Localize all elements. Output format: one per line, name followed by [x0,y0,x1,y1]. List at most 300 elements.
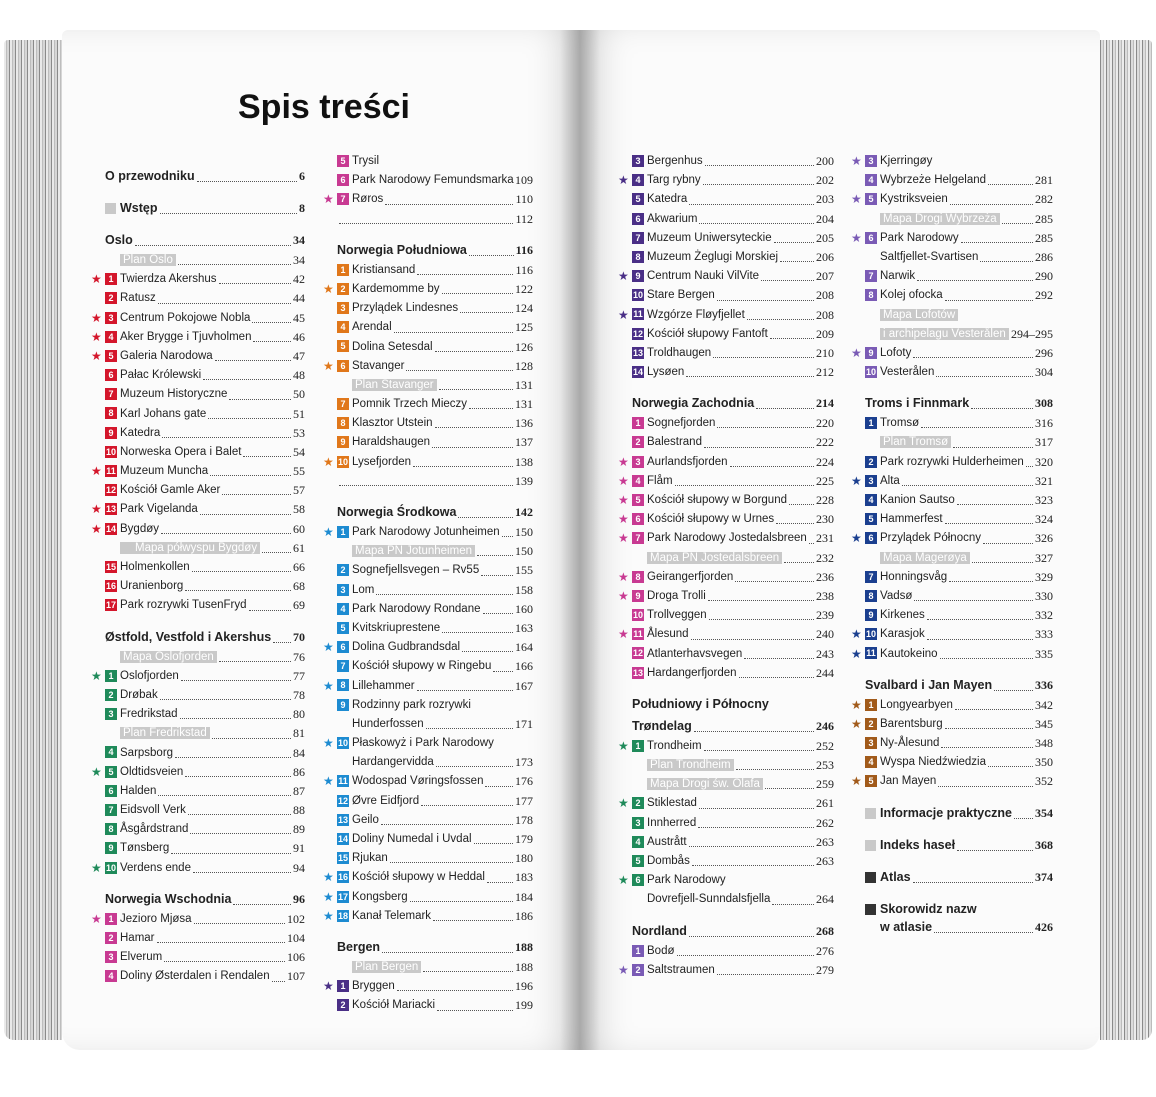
dot-leader [426,728,513,729]
toc-entry [632,814,834,833]
section-square-icon [865,840,876,851]
entry-title: Skorowidz nazw [880,901,977,916]
dot-leader [708,600,814,601]
star-icon: ★ [851,774,862,789]
entry-title: Park Narodowy [647,874,726,887]
entry-page-number: 70 [293,629,305,644]
dot-leader [474,843,513,844]
dot-leader [945,523,1033,524]
star-icon: ★ [323,281,334,296]
toc-entry [851,772,1053,791]
dot-leader [945,300,1033,301]
entry-page-number: 89 [293,822,305,837]
toc-entry [337,696,533,715]
toc-entry [632,606,834,625]
entry-number-badge: 14 [105,523,116,534]
dot-leader [704,750,814,751]
entry-number-badge: 2 [105,689,117,701]
dot-leader [229,399,291,400]
toc-entry [91,500,305,519]
entry-number-badge: 6 [632,874,644,886]
toc-entry [337,472,533,491]
entry-page-number: 208 [816,307,834,322]
entry-title: Plan Trondheim [647,759,734,771]
entry-page-number: 225 [816,473,834,488]
toc-entry [323,677,533,696]
toc-entry [337,849,533,868]
star-icon: ★ [323,774,334,789]
toc-entry [851,229,1053,248]
entry-number-badge: 13 [337,814,348,825]
entry-page-number: 50 [293,387,305,402]
dot-leader [185,776,291,777]
entry-number-badge: 7 [865,270,877,282]
entry-number-badge: 9 [865,609,877,621]
star-icon: ★ [851,627,862,642]
dot-leader [192,571,291,572]
toc-entry [105,648,305,667]
entry-page-number: 84 [293,745,305,760]
entry-title: Jezioro Mjøsa [120,912,192,925]
entry-title: Targ rybny [647,174,701,187]
entry-title: Flåm [647,474,673,487]
entry-number-badge: 7 [105,388,117,400]
entry-title: Innherred [647,816,697,829]
entry-title: Fredrikstad [120,708,178,721]
toc-entry [105,289,305,308]
dot-leader [460,312,513,313]
dot-leader [417,690,513,691]
entry-page-number: 308 [1035,396,1053,411]
entry-title: Płaskowyż i Park Narodowy [352,737,494,750]
entry-number-badge: 5 [105,350,117,362]
star-icon: ★ [851,716,862,731]
dot-leader [957,850,1033,851]
toc-entry [851,715,1053,734]
entry-number-badge: 1 [337,980,349,992]
entry-title: Verdens ende [120,861,191,874]
dot-leader [469,255,514,256]
dot-leader [761,280,814,281]
star-icon: ★ [851,531,862,546]
entry-title: Pomnik Trzech Mieczy [352,398,468,411]
dot-leader [222,494,291,495]
dot-leader [219,283,291,284]
dot-leader [158,795,291,796]
dot-leader [390,862,513,863]
toc-entry [105,801,305,820]
toc-entry [865,363,1053,382]
dot-leader [208,418,291,419]
entry-number-badge: 4 [865,494,877,506]
toc-entry [618,587,834,606]
star-icon: ★ [851,646,862,661]
entry-title: Plan Tromsø [880,436,951,448]
dot-leader [161,533,291,534]
toc-entry [632,229,834,248]
entry-title: Mapa Drogi Wybrzeża [880,213,1000,225]
dot-leader [433,920,513,921]
entry-title: Doliny Østerdalen i Rendalen [120,970,270,983]
entry-title: Bygdøy [120,522,159,535]
toc-entry [105,705,305,724]
star-icon: ★ [618,873,629,888]
toc-entry [632,775,834,794]
star-icon: ★ [851,473,862,488]
dot-leader [481,575,513,576]
entry-title: Vesterålen [880,366,935,379]
entry-number-badge: 2 [865,456,877,468]
toc-entry [337,996,533,1015]
entry-title: Wstęp [120,201,158,215]
dot-leader [765,788,814,789]
entry-number-badge: 10 [865,367,876,378]
entry-page-number: 106 [287,950,305,965]
entry-page-number: 317 [1035,435,1053,450]
dot-leader [421,805,513,806]
entry-page-number: 112 [515,211,533,226]
dot-leader [178,264,291,265]
entry-page-number: 252 [816,738,834,753]
entry-title: Kristiansand [352,263,416,276]
entry-title: Saltstraumen [647,963,715,976]
toc-entry [851,190,1053,209]
entry-page-number: 354 [1035,805,1053,820]
star-icon: ★ [323,358,334,373]
star-icon: ★ [851,345,862,360]
toc-entry [632,549,834,568]
entry-page-number: 224 [816,454,834,469]
entry-page-number: 222 [816,435,834,450]
toc-entry [618,871,834,890]
toc-entry [632,920,834,942]
entry-title: Wzgórze Fløyfjellet [647,308,745,321]
entry-page-number: 196 [515,979,533,994]
entry-page-number: 184 [515,889,533,904]
entry-page-number: 47 [293,348,305,363]
star-icon: ★ [91,272,102,287]
entry-title: Plan Fredrikstad [120,727,210,739]
dot-leader [252,322,291,323]
entry-number-badge: 5 [865,513,877,525]
entry-title: Norwegia Południowa [337,242,467,257]
toc-entry [632,344,834,363]
entry-number-badge: 4 [105,746,117,758]
entry-title: Park Narodowy Rondane [352,602,481,615]
dot-leader [243,456,291,457]
entry-title: Uranienborg [120,580,184,593]
entry-page-number: 53 [293,425,305,440]
dot-leader [435,351,513,352]
entry-page-number: 81 [293,726,305,741]
entry-page-number: 183 [515,870,533,885]
entry-title: Katedra [647,193,688,206]
entry-page-number: 188 [515,959,533,974]
entry-number-badge: 3 [632,456,644,468]
dot-leader [940,658,1033,659]
entry-number-badge: 18 [337,910,348,921]
toc-entry [91,347,305,366]
dot-leader [914,600,1033,601]
toc-entry [618,794,834,813]
entry-page-number: 240 [816,627,834,642]
entry-page-number: 68 [293,579,305,594]
dot-leader [413,466,513,467]
dot-leader [692,865,814,866]
star-icon: ★ [851,230,862,245]
toc-entry [91,270,305,289]
toc-entry [337,600,533,619]
entry-page-number: 261 [816,796,834,811]
entry-title: Hardangerfjorden [647,666,737,679]
entry-page-number: 210 [816,345,834,360]
dot-leader [698,827,814,828]
toc-entry [337,753,533,772]
entry-title: Geilo [352,813,379,826]
entry-page-number: 57 [293,483,305,498]
dot-leader [756,408,814,409]
dot-leader [188,814,291,815]
entry-page-number: 290 [1035,269,1053,284]
dot-leader [689,936,814,937]
page-title: Spis treści [238,88,410,126]
entry-page-number: 282 [1035,192,1053,207]
entry-number-badge: 4 [632,475,644,487]
entry-number-badge: 3 [632,155,644,167]
dot-leader [1014,818,1033,819]
entry-number-badge: 7 [105,804,117,816]
dot-leader [200,514,291,515]
dot-leader [784,562,814,563]
entry-page-number: 142 [515,505,533,519]
entry-title: Atlanterhavsvegen [647,647,743,660]
entry-number-badge: 3 [105,951,117,963]
entry-number-badge: 10 [337,456,348,467]
entry-title: Trondheim [647,739,702,752]
entry-page-number: 66 [293,560,305,574]
entry-page-number: 286 [1035,249,1053,264]
dot-leader [961,242,1033,243]
toc-entry [865,866,1053,888]
entry-title: Indeks haseł [880,837,956,852]
dot-leader [385,204,513,205]
entry-page-number: 212 [816,365,834,380]
entry-number-badge: 4 [632,836,644,848]
entry-page-number: 34 [293,233,305,247]
dot-leader [717,427,814,428]
entry-page-number: 8 [299,201,305,215]
entry-number-badge: 6 [337,360,349,372]
entry-number-badge: 11 [338,776,348,787]
dot-leader [437,1010,513,1011]
toc-entry [337,581,533,600]
entry-number-badge: 5 [105,766,117,778]
entry-number-badge: 11 [106,466,116,477]
dot-leader [158,303,291,304]
entry-page-number: 200 [816,154,834,168]
entry-page-number: 166 [515,659,533,674]
toc-entry [105,366,305,385]
toc-entry [323,868,533,887]
toc-entry [105,197,305,219]
dot-leader [709,619,814,620]
entry-number-badge: 7 [337,660,349,672]
toc-entry [865,171,1053,190]
entry-number-badge: 6 [337,174,349,186]
entry-number-badge: 15 [105,561,116,572]
dot-leader [1002,223,1033,224]
toc-entry [865,325,1053,344]
toc-entry [337,318,533,337]
star-icon: ★ [323,678,334,693]
entry-title: Oslofjorden [120,669,179,682]
entry-page-number: 205 [816,230,834,245]
entry-number-badge: 3 [337,584,349,596]
entry-title: Plan Bergen [352,961,421,973]
star-icon: ★ [618,796,629,811]
entry-title: Mapa Oslofjorden [120,651,217,663]
entry-title: Barentsburg [880,717,943,730]
entry-title: Tønsberg [120,842,170,855]
entry-number-badge: 14 [632,367,643,378]
entry-number-badge: 1 [865,417,877,429]
dot-leader [950,204,1033,205]
entry-number-badge: 17 [337,891,348,902]
toc-entry [618,491,834,510]
entry-page-number: 91 [293,841,305,856]
toc-entry [865,286,1053,305]
toc-entry [105,165,305,187]
entry-page-number: 58 [293,502,305,517]
entry-title: Plan Oslo [120,254,176,266]
entry-page-number: 139 [515,473,533,488]
entry-title: Norwegia Zachodnia [632,396,755,411]
entry-number-badge: 3 [865,475,877,487]
entry-title: Sarpsborg [120,746,174,759]
entry-title: Rjukan [352,852,388,865]
entry-number-badge: 2 [337,999,349,1011]
toc-entry [632,414,834,433]
dot-leader [936,376,1033,377]
entry-page-number: 207 [816,269,834,284]
entry-number-badge: 8 [105,407,117,419]
entry-number-badge: 4 [865,756,877,768]
toc-entry [323,357,533,376]
dot-leader [744,658,814,659]
entry-title: Elverum [120,951,163,964]
toc-entry [865,734,1053,753]
toc-entry [632,286,834,305]
entry-page-number: 342 [1035,697,1053,712]
entry-title: Plan Stavanger [352,379,437,391]
star-icon: ★ [91,521,102,536]
entry-title: Vadsø [880,589,913,602]
dot-leader [699,223,814,224]
dot-leader [462,651,513,652]
entry-title: Kanion Sautso [880,494,955,506]
toc-entry [618,306,834,325]
entry-page-number: 137 [515,435,533,450]
dot-leader [941,747,1033,748]
entry-page-number: 136 [515,416,533,431]
dot-leader [747,319,814,320]
entry-page-number: 332 [1035,608,1053,623]
entry-number-badge: 3 [865,737,877,749]
star-icon: ★ [91,764,102,779]
entry-page-number: 104 [287,931,305,945]
toc-entry [865,674,1053,696]
entry-title: Longyearbyen [880,698,953,711]
entry-number-badge: 11 [633,629,643,640]
entry-page-number: 330 [1035,588,1053,603]
dot-leader [376,594,513,595]
dot-leader [181,680,291,681]
entry-number-badge: 8 [105,823,117,835]
entry-page-number: 110 [515,192,533,207]
entry-page-number: 125 [515,320,533,335]
star-icon: ★ [91,860,102,875]
dot-leader [913,357,1033,358]
dot-leader [180,718,291,719]
entry-number-badge: 1 [337,264,349,276]
entry-number-badge: 5 [865,775,877,787]
dot-leader [249,610,291,611]
entry-title: Kirkenes [880,609,925,622]
dot-leader [432,447,513,448]
star-icon: ★ [851,192,862,207]
dot-leader [436,766,513,767]
entry-title: Kościół słupowy w Urnes [647,513,775,526]
entry-page-number: 96 [293,891,305,906]
entry-title: Aurlandsfjorden [647,455,728,468]
dot-leader [927,639,1033,640]
dot-leader [735,581,814,582]
toc-entry [851,696,1053,715]
toc-entry [323,907,533,926]
entry-page-number: 336 [1035,677,1053,692]
star-icon: ★ [323,525,334,539]
entry-title: Park rozrywki Hulderheimen [880,455,1024,468]
dot-leader [197,181,297,182]
dot-leader [339,223,513,224]
entry-title: Norwegia Środkowa [337,505,457,519]
dot-leader [219,661,291,662]
entry-title: Åsgårdstrand [120,823,189,836]
entry-number-badge: 16 [105,581,116,592]
entry-page-number: 160 [515,601,533,616]
toc-entry [851,472,1053,491]
toc-entry [618,171,834,190]
entry-page-number: 177 [515,793,533,808]
toc-entry [632,433,834,452]
dot-leader [469,408,513,409]
entry-page-number: 246 [816,718,834,733]
star-icon: ★ [618,588,629,603]
entry-number-badge: 6 [865,532,877,544]
entry-title: Hunderfossen [352,717,424,730]
toc-entry [618,472,834,491]
entry-number-badge: 9 [632,270,644,282]
entry-title: Droga Trolli [647,589,706,602]
entry-page-number: 333 [1035,627,1053,642]
entry-title: Kościół słupowy w Ringebu [352,660,492,673]
toc-entry [91,667,305,686]
entry-title: Centrum Pokojowe Nobla [120,311,251,324]
dot-leader [203,379,291,380]
entry-page-number: 188 [515,939,533,954]
entry-page-number: 77 [293,668,305,683]
dot-leader [957,504,1033,505]
